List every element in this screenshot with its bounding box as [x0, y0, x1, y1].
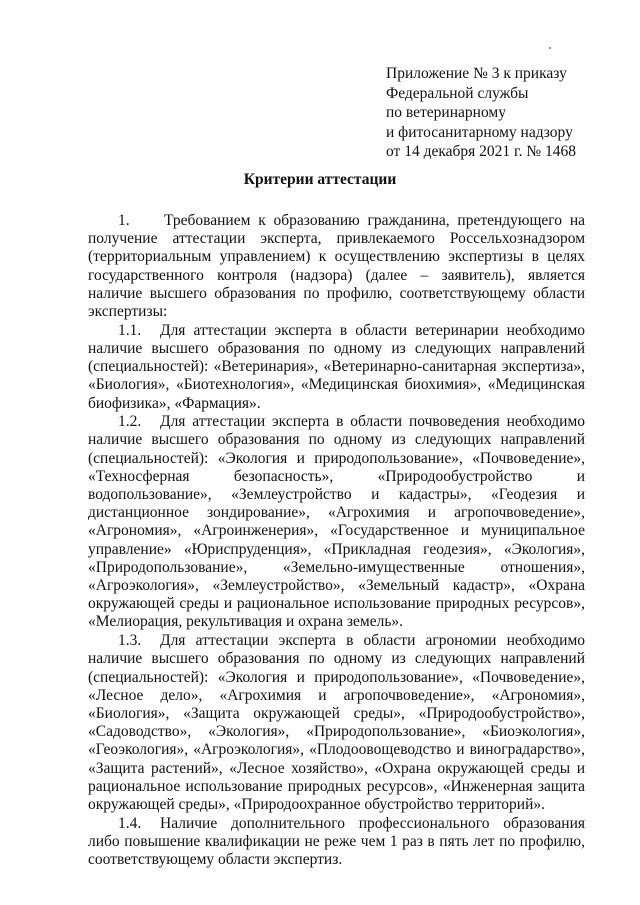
paragraph-text: Для аттестации эксперта в области ветеринарии необходимо наличие высшего образования по одному из следующих направлений (специальностей): «Ветеринария», «Ветеринарно-санитарная экспертиза», «Биология», «Биотехнология», «Медицинская биохимия», «Медицинская биофизика», «Фармация». [88, 321, 585, 412]
paragraph-1-4 [88, 815, 585, 870]
document-title: Критерии аттестации [243, 171, 397, 188]
appendix-header [386, 64, 616, 162]
paragraph-number: 1.4. [118, 814, 142, 832]
paragraph-text: Для аттестации эксперта в области почвоведения необходимо наличие высшего образования по одному из следующих направлений (специальностей): «Экология и природопользование», «Почвоведение», «Техносферная безопасность», «Природообустройство и водопользование», «Землеустройство и кадастры», «Геодезия и дистанционное зондирование», «Агрохимия и агропочвоведение», «Агрономия», «Агроинженерия», «Государственное и муниципальное управление» «Юриспруденция», «Прикладная геодезия», «Экология», «Природопользование», «Земельно-имущественные отношения», «Агроэкология», «Землеустройство», «Земельный кадастр», «Охрана окружающей среды и рациональное использование природных ресурсов», «Мелиорация, рекультивация и охрана земель». [88, 413, 585, 631]
paragraph-1-2 [88, 413, 585, 631]
header-line: Федеральной службы [386, 84, 529, 102]
paragraph-text: Наличие дополнительного профессионального образования либо повышение квалификации не реже чем 1 раз в пять лет по профилю, соответствующему области экспертиз. [88, 814, 585, 869]
paragraph-number: 1.2. [118, 413, 142, 431]
paragraph-1-3 [88, 632, 585, 814]
header-line: Приложение № 3 к приказу [386, 65, 567, 82]
paragraph-number: 1. [118, 212, 130, 229]
header-line: от 14 декабря 2021 г. № 1468 [386, 143, 577, 160]
paragraph-number: 1.3. [118, 632, 142, 650]
header-line: по ветеринарному [386, 104, 506, 121]
paragraph-1 [88, 212, 585, 321]
paragraph-1-1 [88, 322, 585, 413]
header-line: и фитосанитарному надзору [386, 123, 573, 141]
paragraph-text: Для аттестации эксперта в области агрономии необходимо наличие высшего образования по одному из следующих направлений (специальностей): «Экология и природопользование», «Почвоведение», «Лесное дело», «Агрохимия и агропочвоведение», «Агрономия», «Биология», «Защита окружающей среды», «Природообустройство», «Садоводство», «Экология», «Природопользование», «Биоэкология», «Геоэкология», «Агроэкология», «Плодоовощеводство и виноградарство», «Защита растений», «Лесное хозяйство», «Охрана окружающей среды и рациональное использование природных ресурсов», «Инженерная защита окружающей среды», «Природоохранное обустройство территорий». [88, 632, 585, 813]
scan-speck [549, 47, 551, 49]
paragraph-number: 1.1. [118, 321, 142, 339]
document-body [88, 212, 585, 870]
paragraph-text: Требованием к образованию гражданина, претендующего на получение аттестации эксперта, привлекаемого Россельхознадзором (территориальным управлением) к осуществлению экспертизы в целях государственного контроля (надзора) (далее – заявитель), является наличие высшего образования по профилю, соответствующему области экспертизы: [88, 212, 585, 321]
